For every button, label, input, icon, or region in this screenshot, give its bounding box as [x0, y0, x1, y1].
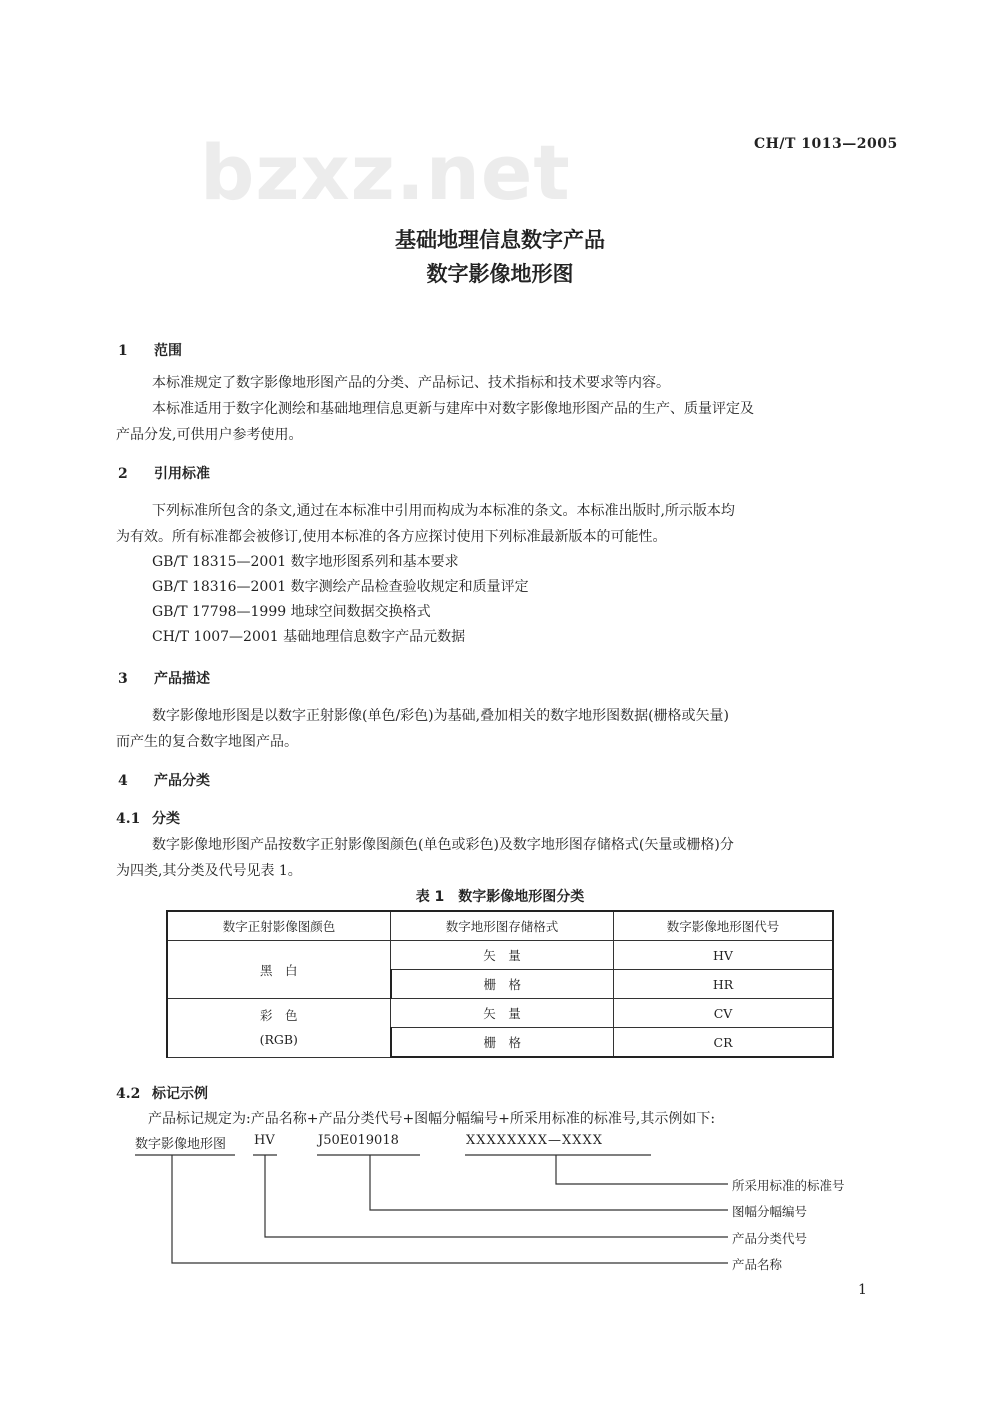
- code-cell: CR: [614, 1028, 834, 1058]
- section-title: 标记示例: [152, 1086, 208, 1102]
- watermark: bzxz.net: [200, 128, 571, 217]
- paragraph: 下列标准所包含的条文,通过在本标准中引用而构成为本标准的条文。本标准出版时,所示版本均: [152, 503, 735, 519]
- paragraph-continued: 为有效。所有标准都会被修订,使用本标准的各方应探讨使用下列标准最新版本的可能性。: [116, 529, 667, 545]
- label-product-name: 产品名称: [732, 1257, 783, 1272]
- color-label: 彩 色: [259, 1007, 298, 1023]
- label-class-code: 产品分类代号: [732, 1231, 808, 1246]
- page-number: 1: [858, 1282, 867, 1298]
- section-number: 1: [118, 343, 128, 359]
- example-sheet-number: J50E019018: [318, 1133, 399, 1148]
- section-number: 3: [118, 671, 128, 687]
- paragraph-continued: 而产生的复合数字地图产品。: [116, 734, 298, 750]
- table-header-cell: 数字地形图存储格式: [391, 911, 614, 941]
- format-cell: 栅 格: [391, 1028, 614, 1058]
- color-label-sub: (RGB): [259, 1031, 298, 1047]
- section-number: 4: [118, 773, 128, 789]
- paragraph: 数字影像地形图是以数字正射影像(单色/彩色)为基础,叠加相关的数字地形图数据(栅格或矢量): [152, 708, 730, 724]
- section-title: 范围: [154, 343, 182, 359]
- section-number: 4.1: [116, 811, 141, 827]
- reference-item: CH/T 1007—2001 基础地理信息数字产品元数据: [152, 629, 466, 645]
- paragraph: 本标准适用于数字化测绘和基础地理信息更新与建库中对数字影像地形图产品的生产、质量评定及: [152, 401, 754, 417]
- paragraph: 产品标记规定为:产品名称+产品分类代号+图幅分幅编号+所采用标准的标准号,其示例如下:: [148, 1111, 716, 1127]
- paragraph-continued: 产品分发,可供用户参考使用。: [116, 427, 303, 443]
- document-subtitle: 数字影像地形图: [426, 262, 574, 286]
- reference-item: GB/T 18316—2001 数字测绘产品检查验收规定和质量评定: [152, 579, 529, 595]
- label-sheet-number: 图幅分幅编号: [732, 1204, 808, 1219]
- section-title: 产品描述: [154, 671, 210, 687]
- standard-number: CH/T 1013—2005: [754, 136, 898, 152]
- paragraph: 本标准规定了数字影像地形图产品的分类、产品标记、技术指标和技术要求等内容。: [152, 375, 670, 391]
- paragraph: 数字影像地形图产品按数字正射影像图颜色(单色或彩色)及数字地形图存储格式(矢量或栅格)分: [152, 837, 734, 853]
- document-title: 基础地理信息数字产品: [395, 228, 605, 252]
- format-cell: 矢 量: [391, 941, 614, 970]
- table-header-cell: 数字正射影像图颜色: [167, 911, 391, 941]
- reference-item: GB/T 17798—1999 地球空间数据交换格式: [152, 604, 431, 620]
- format-cell: 矢 量: [391, 999, 614, 1028]
- paragraph-continued: 为四类,其分类及代号见表 1。: [116, 863, 302, 879]
- example-product-name: 数字影像地形图: [135, 1137, 227, 1152]
- section-title: 分类: [152, 811, 180, 827]
- code-cell: CV: [614, 999, 834, 1028]
- section-title: 产品分类: [154, 773, 210, 789]
- label-standard-number: 所采用标准的标准号: [732, 1178, 845, 1193]
- section-number: 4.2: [116, 1086, 141, 1102]
- reference-item: GB/T 18315—2001 数字地形图系列和基本要求: [152, 554, 459, 570]
- code-cell: HR: [614, 970, 834, 999]
- table-caption: 表 1 数字影像地形图分类: [415, 889, 585, 905]
- example-standard-number: XXXXXXXX—XXXX: [466, 1133, 604, 1148]
- section-title: 引用标准: [154, 466, 210, 482]
- example-class-code: HV: [254, 1133, 275, 1148]
- format-cell: 栅 格: [391, 970, 614, 999]
- table-header-cell: 数字影像地形图代号: [614, 911, 834, 941]
- code-cell: HV: [614, 941, 834, 970]
- color-cell: 黑 白: [167, 941, 391, 999]
- section-number: 2: [118, 466, 128, 482]
